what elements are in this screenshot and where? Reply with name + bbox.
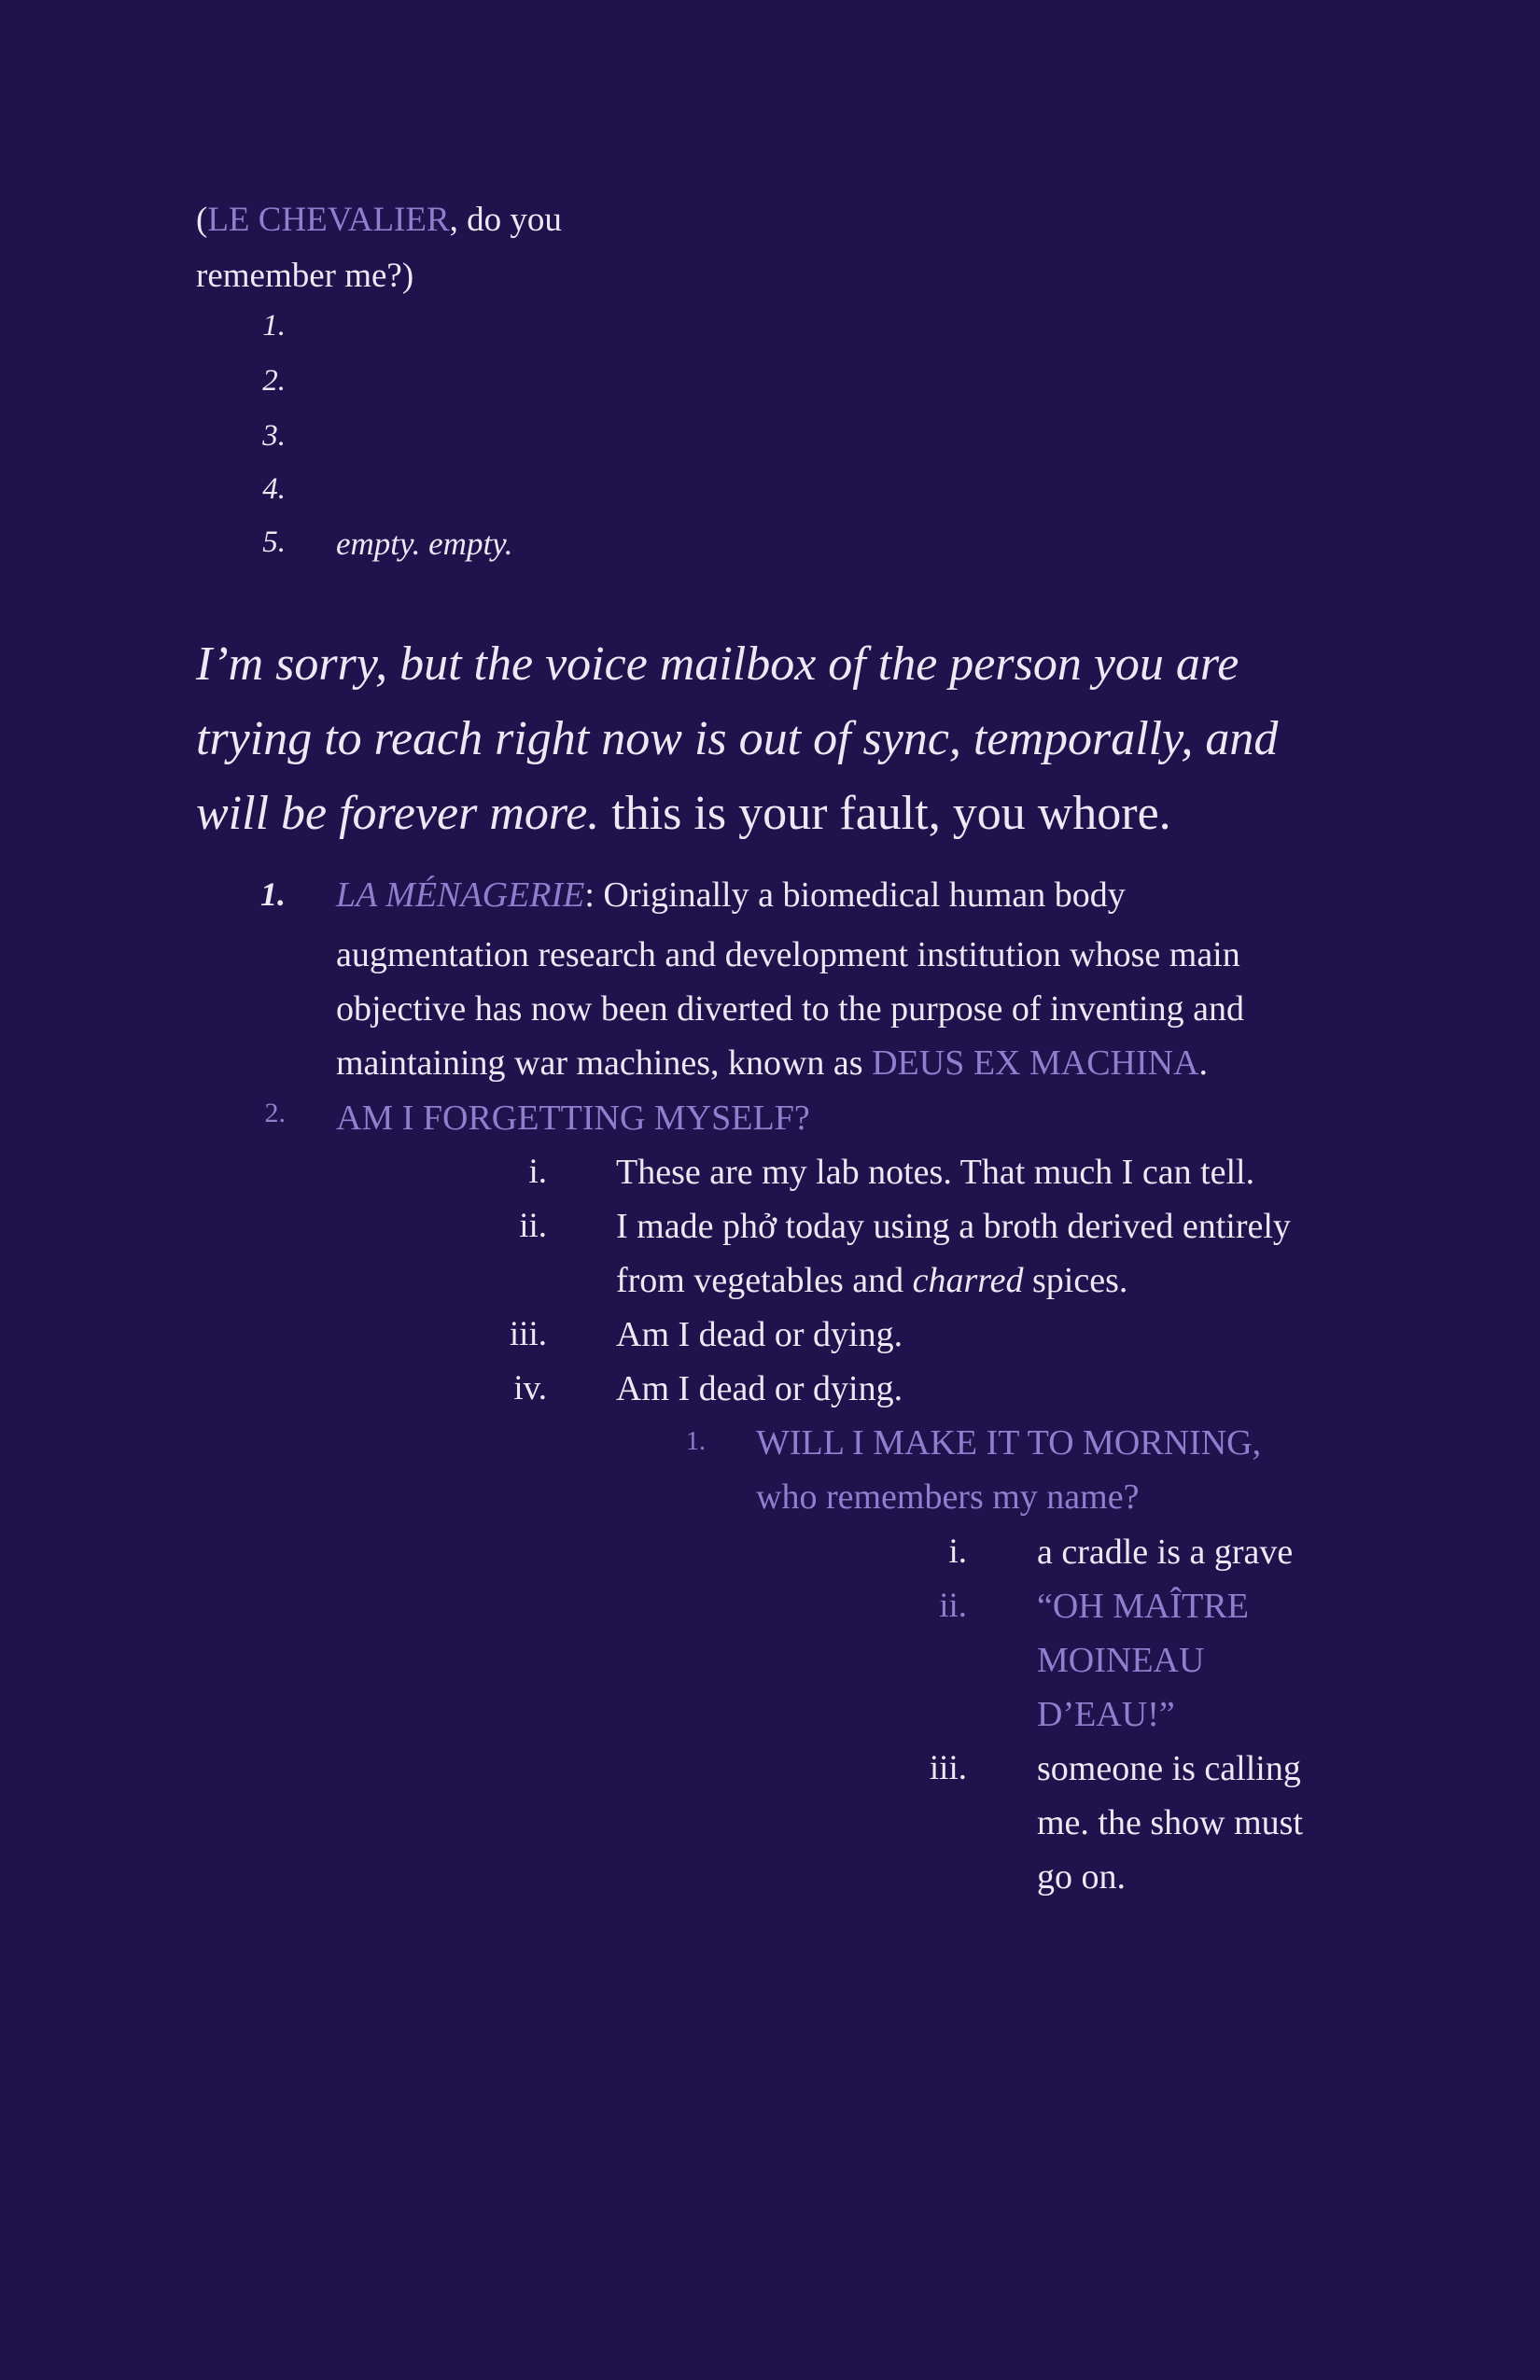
morning-line-1: WILL I MAKE IT TO MORNING,	[756, 1423, 1262, 1463]
menagerie-line-4	[336, 1043, 1208, 1084]
menagerie-line-2: augmentation research and development institution whose main	[336, 935, 1240, 974]
roman-number: i.	[948, 1533, 967, 1571]
voicemail-italic: will be forever more.	[196, 787, 600, 840]
list-item-text: empty. empty.	[336, 525, 513, 562]
calling-line-2: me. the show must	[1037, 1803, 1303, 1842]
maitre-line-1: “OH MAÎTRE	[1037, 1587, 1249, 1626]
calling-line-1: someone is calling	[1037, 1749, 1301, 1788]
roman-number: ii.	[519, 1207, 547, 1245]
voicemail-line-3	[196, 777, 1171, 851]
sub-item-text: Am I dead or dying.	[616, 1315, 903, 1354]
voicemail-line-2: trying to reach right now is out of sync, temporally, and	[196, 712, 1279, 765]
cradle-text: a cradle is a grave	[1037, 1533, 1294, 1572]
roman-number: iii.	[509, 1315, 547, 1353]
item-number: 1.	[260, 875, 286, 913]
menagerie-term: LA MÉNAGERIE	[336, 875, 585, 915]
intro-line-1	[196, 192, 562, 248]
sub-item-text: I made phở today using a broth derived entirely	[616, 1207, 1291, 1246]
menagerie-line-3: objective has now been diverted to the purpose of inventing and	[336, 989, 1244, 1029]
sub-item-text	[616, 1260, 1127, 1301]
chevalier-name: LE CHEVALIER	[207, 201, 450, 239]
calling-line-3: go on.	[1037, 1857, 1126, 1897]
voicemail-upright: this is your fault, you whore.	[599, 787, 1171, 840]
menagerie-pre: maintaining war machines, known as	[336, 1043, 873, 1083]
menagerie-line-1	[336, 875, 1126, 916]
sub-item-text: These are my lab notes. That much I can tell.	[616, 1153, 1255, 1192]
pho-pre: from vegetables and	[616, 1261, 913, 1300]
voicemail-line-1: I’m sorry, but the voice mailbox of the person you are	[196, 637, 1239, 691]
list-number: 2.	[262, 364, 286, 398]
menagerie-def: : Originally a biomedical human body	[584, 875, 1126, 915]
roman-number: i.	[528, 1153, 547, 1191]
forgetting-heading: AM I FORGETTING MYSELF?	[336, 1099, 810, 1138]
list-number: 1.	[262, 309, 286, 343]
open-paren: (	[196, 201, 208, 239]
deep-number: 1.	[686, 1427, 706, 1456]
maitre-line-3: D’EAU!”	[1037, 1695, 1175, 1734]
deus-ex-machina: DEUS EX MACHINA	[872, 1043, 1199, 1083]
roman-number: iii.	[929, 1749, 967, 1787]
sub-item-text: Am I dead or dying.	[616, 1369, 903, 1408]
morning-line-2: who remembers my name?	[756, 1477, 1140, 1517]
charred-italic: charred	[912, 1261, 1024, 1300]
menagerie-post: .	[1198, 1043, 1209, 1083]
list-number: 5.	[262, 525, 286, 559]
intro-rest: , do you	[449, 201, 562, 239]
list-number: 3.	[262, 419, 286, 453]
intro-line-2: remember me?)	[196, 257, 414, 295]
roman-number: iv.	[513, 1369, 547, 1407]
item-number: 2.	[264, 1098, 286, 1128]
maitre-line-2: MOINEAU	[1037, 1641, 1205, 1680]
list-number: 4.	[262, 472, 286, 506]
roman-number: ii.	[939, 1587, 967, 1625]
pho-post: spices.	[1023, 1261, 1128, 1300]
